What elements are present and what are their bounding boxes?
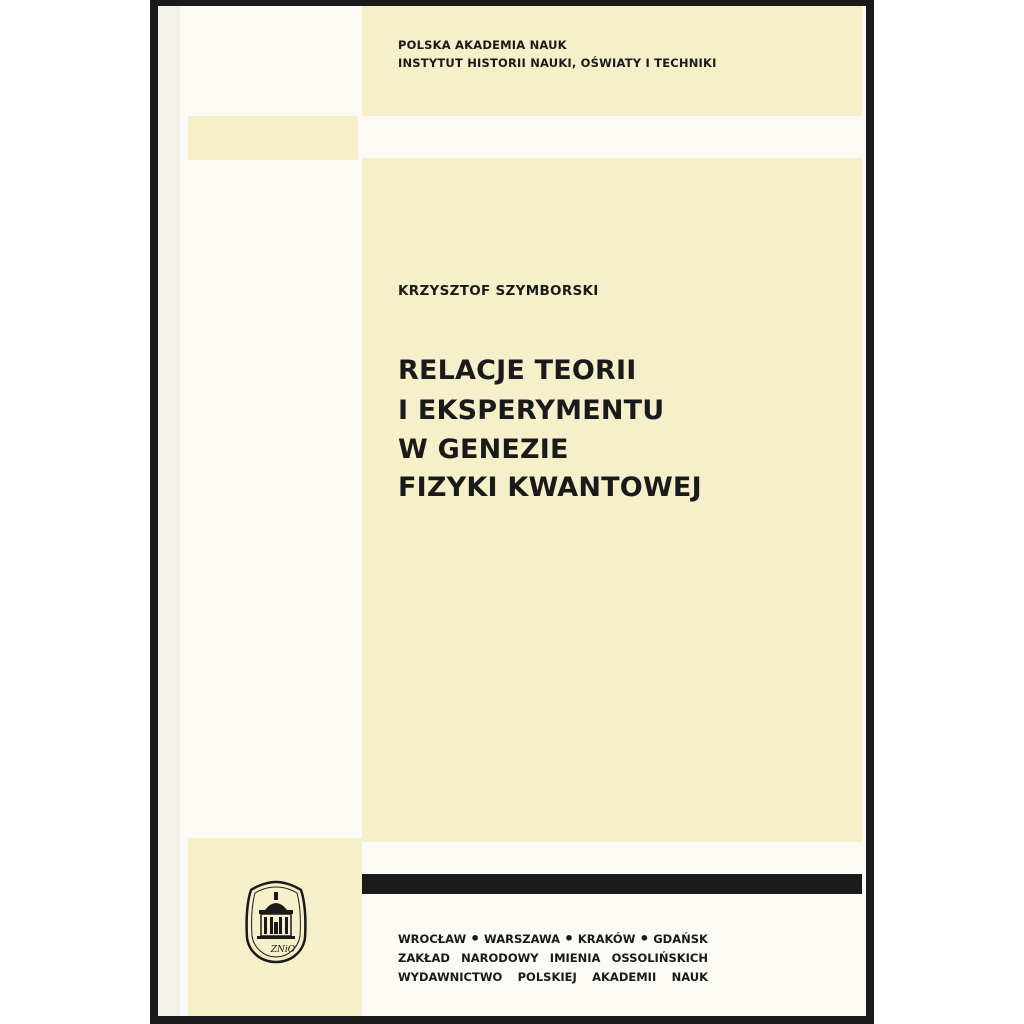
- spine-shadow: [158, 6, 180, 1016]
- institution-line-2: INSTYTUT HISTORII NAUKI, OŚWIATY I TECHNIKI: [398, 56, 717, 70]
- publisher-word: AKADEMII: [592, 970, 657, 984]
- city-warszawa: WARSZAWA: [484, 932, 561, 946]
- logo-monogram: ZNiO: [270, 945, 296, 955]
- publisher-line-3: [398, 970, 708, 984]
- publisher-word: ZAKŁAD: [398, 951, 450, 965]
- title-line-4: FIZYKI KWANTOWEJ: [398, 472, 702, 503]
- city-gdansk: GDAŃSK: [653, 932, 708, 946]
- publisher-cities: [398, 929, 708, 948]
- publisher-word: NARODOWY: [461, 951, 539, 965]
- scan-edge-left: [150, 0, 158, 1024]
- title-line-1: RELACJE TEORII: [398, 355, 637, 386]
- publisher-word: OSSOLIŃSKICH: [611, 951, 708, 965]
- separator-dot: •: [563, 929, 575, 948]
- institution-line-1: POLSKA AKADEMIA NAUK: [398, 38, 567, 52]
- publisher-word: NAUK: [671, 970, 708, 984]
- author-name: KRZYSZTOF SZYMBORSKI: [398, 283, 599, 299]
- publisher-line-2: [398, 951, 708, 965]
- scan-edge-right: [866, 0, 874, 1024]
- ossolineum-building-seal-icon: [245, 880, 307, 964]
- scan-edge-top: [150, 0, 874, 6]
- city-krakow: KRAKÓW: [577, 932, 636, 946]
- publisher-word: IMIENIA: [549, 951, 601, 965]
- city-wroclaw: WROCŁAW: [398, 932, 467, 946]
- black-divider-bar: [362, 874, 862, 894]
- publisher-word: WYDAWNICTWO: [398, 970, 503, 984]
- separator-dot: •: [639, 929, 650, 948]
- scan-edge-bottom: [150, 1016, 874, 1024]
- title-line-2: I EKSPERYMENTU: [398, 395, 665, 426]
- title-line-3: W GENEZIE: [398, 434, 569, 465]
- publisher-word: POLSKIEJ: [517, 970, 577, 984]
- separator-dot: •: [470, 929, 481, 948]
- left-stripe-block: [188, 116, 358, 160]
